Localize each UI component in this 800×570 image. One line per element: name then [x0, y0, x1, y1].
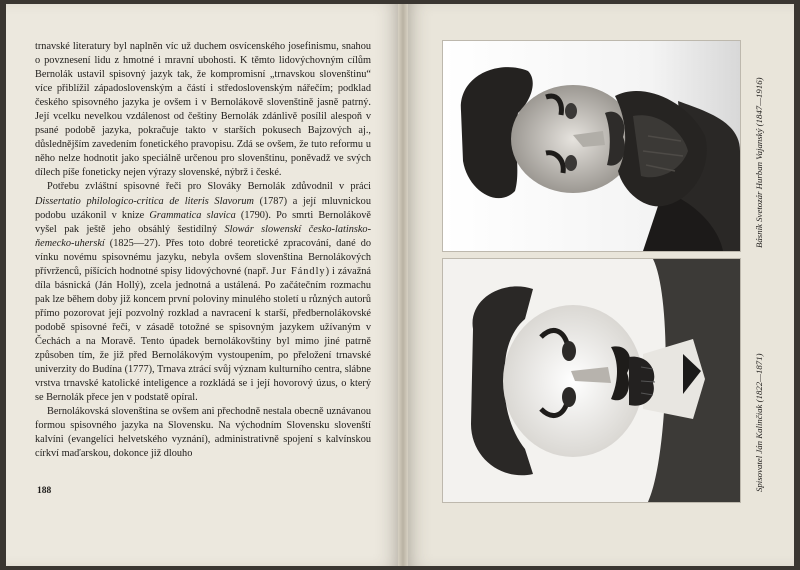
italic-title: Grammatica slavica — [149, 209, 236, 221]
italic-title: Slowár slowenskí česko-latinsko-ňemecko-uherskí — [35, 223, 372, 249]
portrait-photo-kalinciak — [442, 258, 741, 503]
paragraph — [35, 405, 371, 461]
text-run: trnavské literatury byl naplněn víc už duchem osvícenského josefinismu, snahou o povznesení lidu z hmotné i mravní ubohosti. K těmto lidovýchovným cílům Bernolák ustavil spisovný jazyk tak, že kompromisní „trnavskou slovenštinu“ více přiblížil západoslovenským a částí i středoslovenským nářečím; podklad českého spisovného jazyka je ovšem i v Bernolákově slovenštině jasně patrný. Její vcelku nevelkou vzdálenost od češtiny Bernolák zdánlivě posílil alespoň v psané podobě jazyka, pokračuje takto v starších pokusech Bajzových aj., důslednějším zavedením fonetického pravopisu. Zdá se ovšem, že tuto reformu u něho nelze hodnotit jako speciálně určenou pro slovenštinu, poněvadž ve svých dílech píše foneticky nejen výrazy slovenské, nýbrž i české. — [35, 41, 371, 179]
paragraph — [35, 40, 371, 180]
portrait-photo-vajansky — [442, 40, 741, 252]
text-run: Potřebu zvláštní spisovné řeči pro Slováky Bernolák zdůvodnil v práci — [47, 181, 371, 193]
text-run: (1787) a její mluvnickou podobu uzákonil v knize — [35, 195, 371, 221]
body-text — [35, 40, 371, 461]
portrait-image — [443, 41, 740, 251]
text-run: (1790). Po smrti Bernolákově vyšel pak ještě jeho obsáhlý šestidílný — [35, 209, 372, 235]
text-run: Bernolákovská slovenština se ovšem ani přechodně nestala obecně uznávanou formou spisovného jazyka na Slovensku. Na východním Slovensku slovenští kalvíni (evangelíci helvetského vyznání), administrativně spojení s kalvínskou církví maďarskou, dokonce již dlouho — [35, 406, 371, 460]
portrait-image — [443, 259, 740, 502]
text-run: (1825—27). Přes toto dobré teoretické zpracování, dané do vínku novému spisovnému jazyku, nebyla ovšem slovenština Bernolákových přívrženců, píšících hodnotné spisy lidovýchovné (např. — [35, 237, 371, 277]
page-number: 188 — [37, 486, 52, 496]
photo-caption-bottom: Spisovatel Ján Kalinčiak (1822—1871) — [754, 353, 764, 492]
italic-title: Dissertatio philologico-critica de literis Slavorum — [35, 195, 254, 207]
text-run: ) i závažná díla básnická (Ján Hollý), zcela jednotná a ustálená. Po začátečním rozmachu pak lze během doby již koncem první poloviny minulého století u různých autorů přímo pozorovat její pozvolný rozklad a navracení k starší, předbernolákovské podobě spisovné řeči, v zásadě totožné se spisovným jazykem užívaným v Čechách a na Moravě. Tento úpadek bernolákovštiny byl mimo jiné patrně způsoben tím, že již před Bernolákovým vystoupením, po přeložení trnavské univerzity do Budína (1777), Trnava ztrácí svůj význam kulturního centra, slábne vrstva trnavské katolické inteligence a rozkládá se i její hovorový úzus, o který se Bernolák přece jen v podstatě opíral. — [35, 265, 372, 404]
paragraph — [35, 180, 371, 405]
photo-caption-top: Básník Svetozár Hurban Vajanský (1847—1916) — [754, 77, 764, 248]
author-name: Jur Fándly — [271, 265, 326, 277]
book-gutter — [398, 4, 408, 566]
